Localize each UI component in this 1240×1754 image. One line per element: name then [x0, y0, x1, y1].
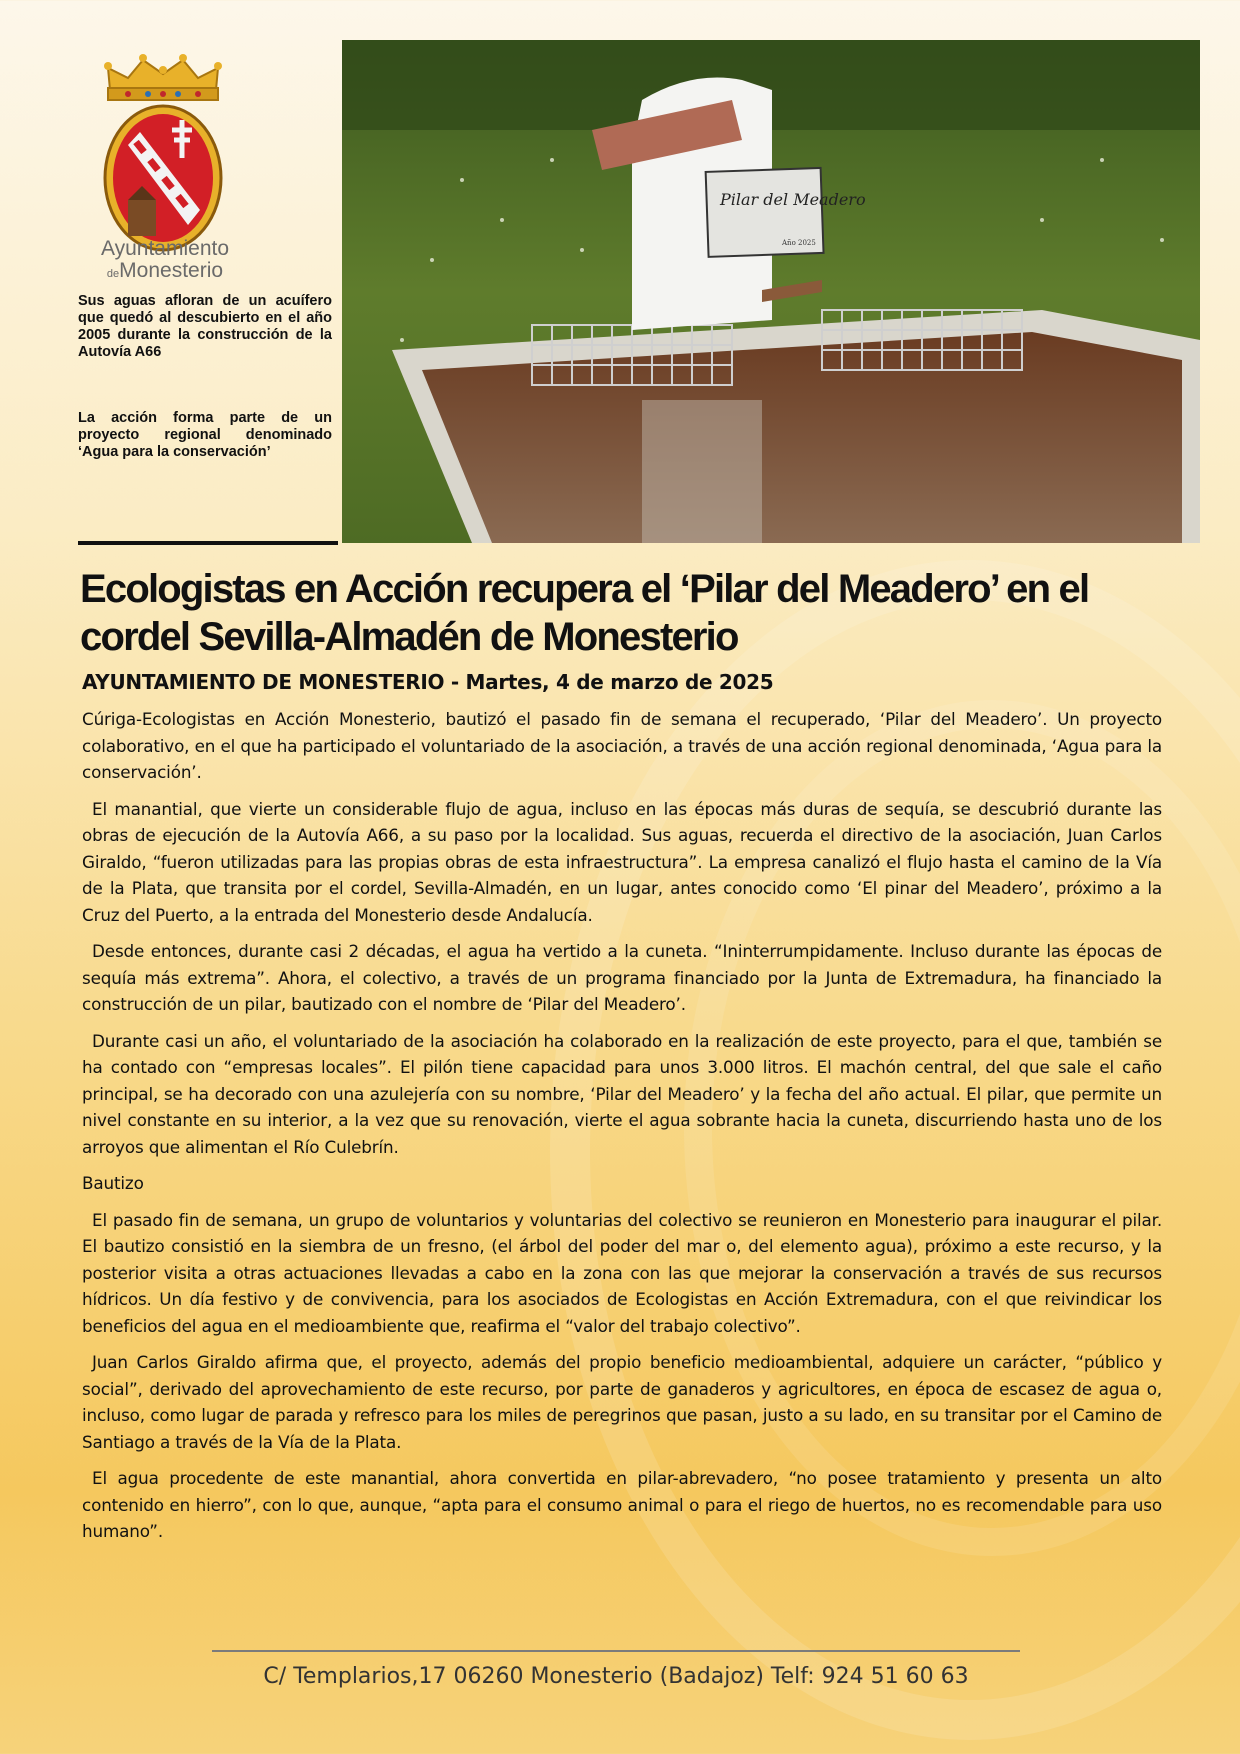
paragraph: El manantial, que vierte un considerable flujo de agua, incluso en las épocas más duras de sequía, se descubrió durante las obras de ejecución de la Autovía A66, a su paso por la localidad. Sus aguas, recuerda el directivo de la asociación, Juan Carlos Giraldo, “fueron utilizadas para las propias obras de esta infraestructura”. La empresa canalizó el flujo hasta el camino de la Vía de la Plata, que transita por el cordel, Sevilla-Almadén, en un lugar, antes conocido como ‘El pinar del Meadero’, próximo a la Cruz del Puerto, a la entrada del Monesterio desde Andalucía.: [82, 798, 1162, 925]
footer-divider: [212, 1650, 1020, 1652]
logo-line-1: Ayuntamiento: [100, 237, 230, 260]
section-divider: [78, 541, 338, 545]
logo-wordmark: [80, 238, 250, 285]
plaque-title: Pilar del Meadero: [720, 190, 866, 209]
paragraph: Juan Carlos Giraldo afirma que, el proyecto, además del propio beneficio medioambiental, adquiere un carácter, “público y social”, derivado del aprovechamiento de este recurso, por parte de ganaderos y agricultores, en época de escasez de agua o, incluso, como lugar de parada y refresco para los miles de peregrinos que pasan, justo a su lado, en su transitar por el Camino de Santiago a través de la Vía de la Plata.: [82, 1352, 1162, 1452]
article-headline: Ecologistas en Acción recupera el ‘Pilar del Meadero’ en el cordel Sevilla-Almadén de Monesterio: [80, 567, 1089, 659]
fountain-photo: [342, 40, 1200, 543]
shield-icon: [105, 106, 221, 250]
footer-address: C/ Templarios,17 06260 Monesterio (Badajoz) Telf: 924 51 60 63: [263, 1664, 969, 1689]
article-dateline: AYUNTAMIENTO DE MONESTERIO - Martes, 4 de marzo de 2025: [82, 670, 774, 694]
crown-icon: [104, 54, 222, 100]
paragraph: El agua procedente de este manantial, ahora convertida en pilar-abrevadero, “no posee tratamiento y presenta un alto contenido en hierro”, con lo que, aunque, “apta para el consumo animal o para el riego de huertos, no es recomendable para uso humano”.: [82, 1468, 1162, 1541]
paragraph: Cúriga-Ecologistas en Acción Monesterio, bautizó el pasado fin de semana el recuperado, ‘Pilar del Meadero’. Un proyecto colaborativo, en el que ha participado el voluntariado de la asociación, a través de una acción regional denominada, ‘Agua para la conservación’.: [82, 709, 1162, 782]
plaque-year: Año 2025: [782, 239, 816, 247]
paragraph: Durante casi un año, el voluntariado de la asociación ha colaborado en la realización de este proyecto, para el que, también se ha contado con “empresas locales”. El pilón tiene capacidad para unos 3.000 litros. El machón central, del que sale el caño principal, se ha decorado con una azulejería con su nombre, ‘Pilar del Meadero’ y la fecha del año actual. El pilar, que permite un nivel constante en su interior, a la vez que su renovación, vierte el agua sobrante hacia la cuneta, discurriendo hasta uno de los arroyos que alimentan el Río Culebrín.: [82, 1030, 1162, 1157]
paragraph: Desde entonces, durante casi 2 décadas, el agua ha vertido a la cuneta. “Ininterrumpidamente. Incluso durante las épocas de sequía más extrema”. Ahora, el colectivo, a través de un programa financiado por la Junta de Extremadura, ha financiado la construcción de un pilar, bautizado con el nombre de ‘Pilar del Meadero’.: [82, 941, 1162, 1014]
side-note-project: La acción forma parte de un proyecto regional denominado ‘Agua para la conservación’: [78, 410, 332, 460]
section-subheading: Bautizo: [82, 1173, 144, 1193]
article-body: [82, 706, 1162, 1555]
paragraph: El pasado fin de semana, un grupo de voluntarios y voluntarias del colectivo se reunieron en Monesterio para inaugurar el pilar. El bautizo consistió en la siembra de un fresno, (el árbol del poder del mar o, del elemento agua), próximo a este recurso, y la posterior visita a otras actuaciones llevadas a cabo en la zona con las que mejorar la conservación a través de sus recursos hídricos. Un día festivo y de convivencia, para los asociados de Ecologistas en Acción Extremadura, con el que reivindicar los beneficios del agua en el medioambiente que, reafirma el “valor del trabajo colectivo”.: [82, 1209, 1162, 1336]
logo-line-2: deMonesterio: [106, 259, 224, 282]
side-note-aquifer: Sus aguas afloran de un acuífero que quedó al descubierto en el año 2005 durante la construcción de la Autovía A66: [78, 293, 332, 360]
